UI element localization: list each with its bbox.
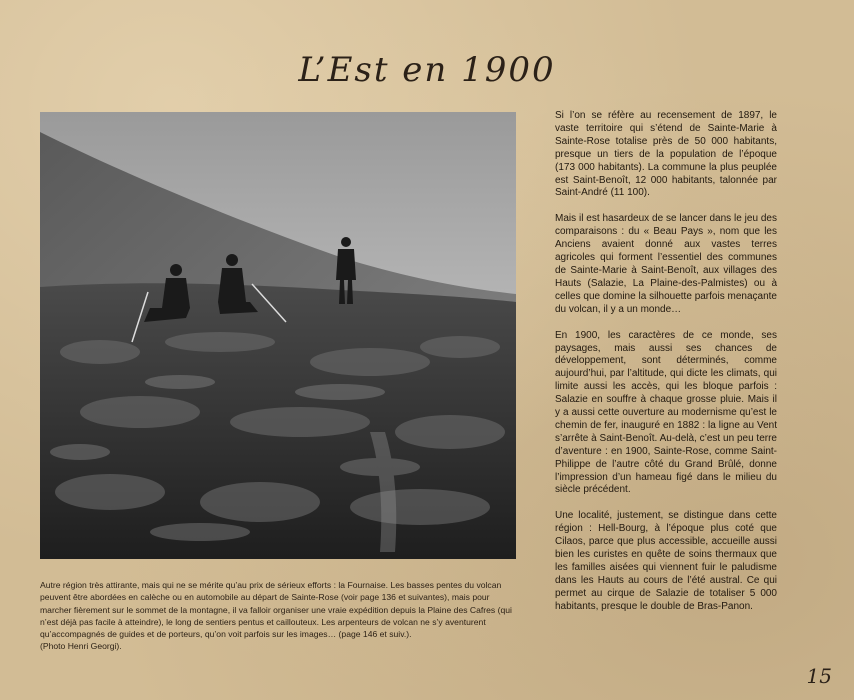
page-number: 15 (806, 664, 832, 688)
caption-credit: (Photo Henri Georgi). (40, 641, 122, 652)
photo-caption (40, 579, 518, 653)
historical-photo (40, 112, 516, 559)
page-title: L’Est en 1900 (298, 50, 556, 90)
caption-text: Autre région très attirante, mais qui ne se mérite qu’au prix de sérieux efforts : la Fournaise. Les basses pentes du volcan peuvent être abordées en calèche ou en automobile au départ de Sainte-Rose (voir page 136 et suivantes), mais pour marcher fièrement sur le sommet de la montagne, il va falloir organiser une vraie expédition depuis la Plaine des Cafres (qui n’est déjà pas facile à atteindre), le long de sentiers pentus et caillouteux. Les arpenteurs de volcan ne s’y aventurent qu’accompagnés de guides et de porteurs, qu’on voit parfois sur les images… (page 146 et suiv.). (40, 580, 512, 640)
article-paragraph: Une localité, justement, se distingue dans cette région : Hell-Bourg, à l’époque plus coté que Cilaos, parce que plus accessible, accueille aussi bien les curistes en quête de soins thermaux que les familles aisées qui viennent fuir le paludisme dans les Hauts au cours de l’été austral. Ce qui permet au cirque de Salazie de totaliser 5 000 habitants, presque le double de Bras-Panon. (555, 510, 777, 612)
article-body (555, 110, 777, 627)
article-paragraph: En 1900, les caractères de ce monde, ses paysages, mais aussi ses chances de développement, sont déterminés, comme aujourd’hui, par l’altitude, qui dicte les climats, qui limite aussi les accès, qui les bloque parfois : Salazie en souffre à chaque grosse pluie. Mais il y a aussi cette ouverture au modernisme qu’est le chemin de fer, inauguré en 1882 : la ligne au Vent s’arrête à Saint-Benoît. Au-delà, c’est un peu terre d’aventure : en 1900, Sainte-Rose, comme Saint-Philippe de l’autre côté du Grand Brûlé, donne l’impression d’un hameau figé dans le milieu du siècle précédent. (555, 329, 777, 496)
article-paragraph: Mais il est hasardeux de se lancer dans le jeu des comparaisons : du « Beau Pays », nom que les Anciens avaient donné aux vastes terres agricoles qui forment l’essentiel des communes de Sainte-Marie à Saint-Benoît, aux villages des Hauts (Salazie, La Plaine-des-Palmistes) ou à celles que domine la silhouette parfois menaçante du volcan, il y a un monde… (555, 213, 777, 315)
article-paragraph: Si l’on se réfère au recensement de 1897, le vaste territoire qui s’étend de Sainte-Marie à Sainte-Rose totalise près de 50 000 habitants, presque un tiers de la population de l’époque (173 000 habitants). La commune la plus peuplée est Saint-Benoît, 12 000 habitants, talonnée par Saint-André (11 100). (555, 110, 777, 199)
